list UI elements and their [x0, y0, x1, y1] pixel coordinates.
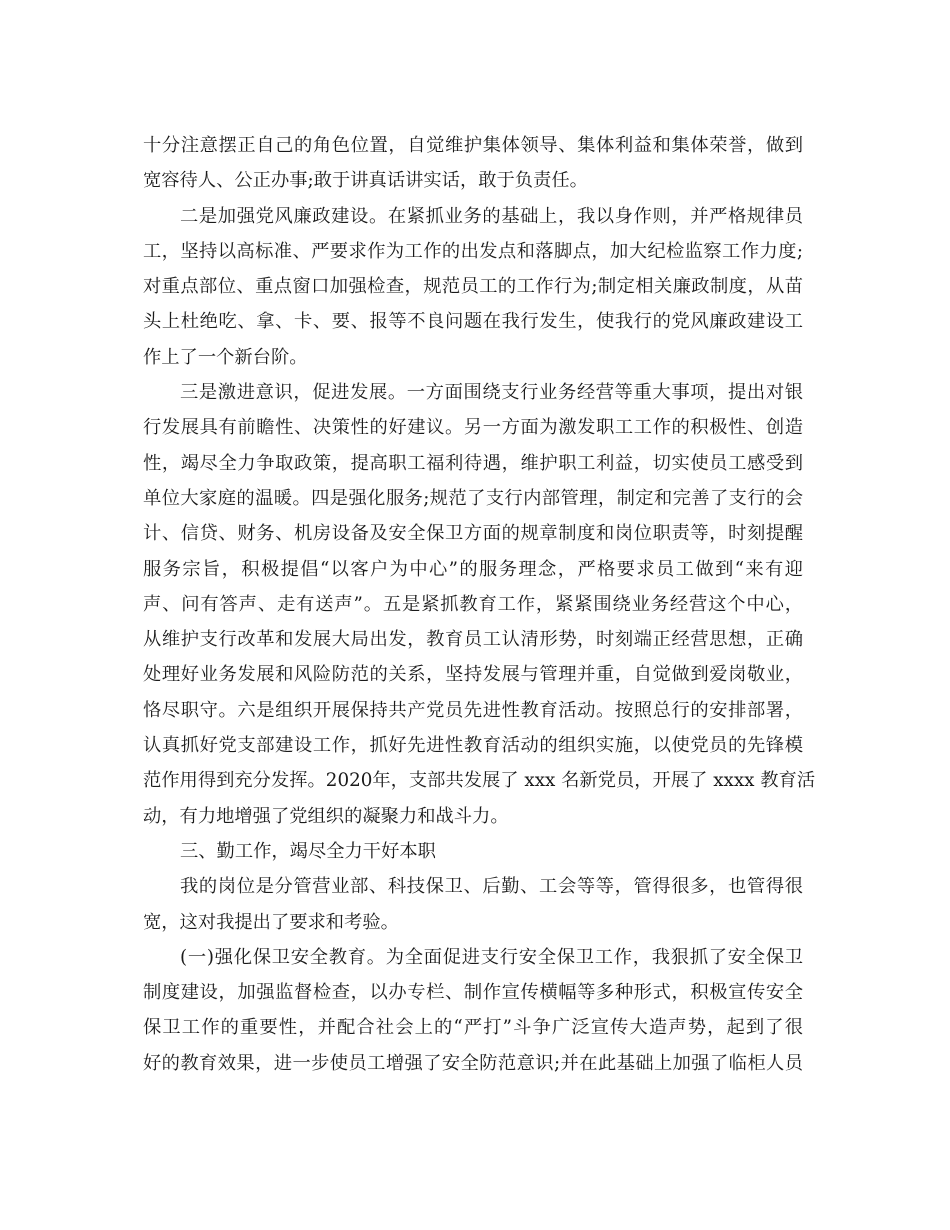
text-line: 声、问有答声、走有送声”。五是紧抓教育工作，紧紧围绕业务经营这个中心，	[143, 593, 803, 615]
paragraph-6	[143, 940, 803, 1081]
text-line: 恪尽职守。六是组织开展保持共产党员先进性教育活动。按照总行的安排部署，	[143, 699, 803, 721]
paragraph-1	[143, 128, 803, 199]
text-line: 三是激进意识，促进发展。一方面围绕支行业务经营等重大事项，提出对银	[180, 382, 803, 404]
paragraph-2	[143, 199, 803, 375]
document-body	[143, 128, 816, 1081]
text-line: 对重点部位、重点窗口加强检查，规范员工的工作行为;制定相关廉政制度，从苗	[143, 276, 803, 298]
text-line: (一)强化保卫安全教育。为全面促进支行安全保卫工作，我狠抓了安全保卫	[180, 946, 803, 968]
text-line: 制度建设，加强监督检查，以办专栏、制作宣传横幅等多种形式，积极宣传安全	[143, 982, 803, 1004]
text-line: 工，坚持以高标准、严要求作为工作的出发点和落脚点，加大纪检监察工作力度;	[143, 240, 803, 262]
text-line: 动，有力地增强了党组织的凝聚力和战斗力。	[143, 805, 509, 827]
text-line: 计、信贷、财务、机房设备及安全保卫方面的规章制度和岗位职责等，时刻提醒	[143, 523, 803, 545]
text-line: 处理好业务发展和风险防范的关系，坚持发展与管理并重，自觉做到爱岗敬业，	[143, 664, 803, 686]
section-heading	[143, 834, 803, 869]
heading-line: 三、勤工作，竭尽全力干好本职	[180, 840, 436, 862]
text-line: 十分注意摆正自己的角色位置，自觉维护集体领导、集体利益和集体荣誉，做到	[143, 135, 803, 156]
text-line: 认真抓好党支部建设工作，抓好先进性教育活动的组织实施，以使党员的先锋模	[143, 735, 803, 757]
text-line: 性，竭尽全力争取政策，提高职工福利待遇，维护职工利益，切实使员工感受到	[143, 452, 803, 474]
text-line: 宽容待人、公正办事;敢于讲真话讲实话，敢于负责任。	[143, 170, 588, 192]
text-line: 宽，这对我提出了要求和考验。	[143, 911, 399, 933]
text-line: 单位大家庭的温暖。四是强化服务;规范了支行内部管理，制定和完善了支行的会	[143, 487, 803, 509]
text-line: 头上杜绝吃、拿、卡、要、报等不良问题在我行发生，使我行的党风廉政建设工	[143, 311, 803, 333]
text-line: 服务宗旨，积极提倡“以客户为中心”的服务理念，严格要求员工做到“来有迎	[143, 558, 803, 580]
text-line: 好的教育效果，进一步使员工增强了安全防范意识;并在此基础上加强了临柜人员	[143, 1052, 803, 1074]
paragraph-3	[143, 375, 816, 834]
paragraph-5	[143, 869, 803, 940]
text-line: 我的岗位是分管营业部、科技保卫、后勤、工会等等，管得很多，也管得很	[180, 876, 803, 898]
text-line: 作上了一个新台阶。	[143, 346, 308, 368]
text-line: 保卫工作的重要性，并配合社会上的“严打”斗争广泛宣传大造声势，起到了很	[143, 1017, 803, 1039]
text-line: 二是加强党风廉政建设。在紧抓业务的基础上，我以身作则，并严格规律员	[180, 205, 803, 227]
text-line: 行发展具有前瞻性、决策性的好建议。另一方面为激发职工工作的积极性、创造	[143, 417, 803, 439]
text-line: 从维护支行改革和发展大局出发，教育员工认清形势，时刻端正经营思想，正确	[143, 629, 803, 651]
text-line: 范作用得到充分发挥。2020年，支部共发展了 xxx 名新党员，开展了 xxxx 教育活	[143, 770, 816, 792]
